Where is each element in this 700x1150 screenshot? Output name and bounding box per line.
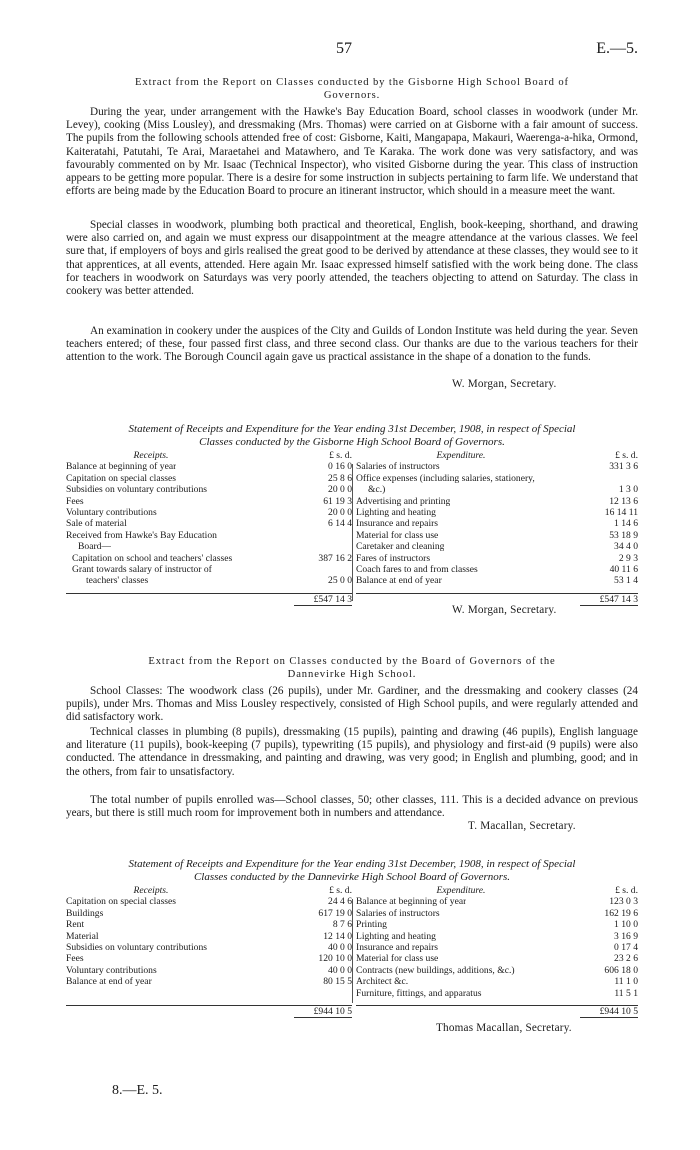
statement2-title: [66, 858, 638, 884]
receipt-row: Balance at end of year 80 15 5: [66, 976, 352, 988]
expenditure-row: Insurance and repairs 1 14 6: [356, 518, 638, 530]
receipt-row: Fees 61 19 3: [66, 495, 352, 507]
currency-heading: £ s. d.: [329, 885, 352, 896]
expenditure-row: Office expenses (including salaries, stationery,: [356, 472, 535, 484]
receipt-row: Material 12 14 0: [66, 930, 352, 942]
section1-paragraph-1: During the year, under arrangement with the Hawke's Bay Education Board, school classes in woodwork (under Mr. Levey), cooking (Miss Lousley), and dressmaking (Mrs. Thomas) were carried on at Gisborne with a fair amount of success. The pupils from the following schools attended free of cost: Gisborne, Kaiti, Mangapapa, Makauri, Waerenga-a-hika, Ormond, Kaiteratahi, Patutahi, Te Arai, Maraetahei and Matawhero, and Te Karaka. The work done was very satisfactory, and was favourably commented on by Mr. Isaac (Technical Inspector), who visited Gisborne during the year. This class of instruction appears to be getting more popular. There is a desire for some instruction in subjects pertaining to farm life. We understand that efforts are being made by the Education Board to procure an itinerant instructor, which should in a measure meet the want.: [66, 106, 638, 198]
receipt-row: Balance at beginning of year 0 16 0: [66, 461, 352, 473]
statement2-receipts: [66, 885, 352, 1017]
section1-signature: W. Morgan, Secretary.: [452, 378, 557, 390]
receipt-row: Voluntary contributions 40 0 0: [66, 964, 352, 976]
statement2-expenditure: [356, 885, 638, 1017]
currency-heading: £ s. d.: [615, 450, 638, 461]
statement1-receipts-total: £547 14 3: [294, 594, 352, 606]
receipt-row: Capitation on special classes 24 4 6: [66, 896, 352, 908]
receipt-row: Buildings 617 19 0: [66, 907, 352, 919]
expenditure-row: Advertising and printing 12 13 6: [356, 495, 638, 507]
receipt-row: Subsidies on voluntary contributions 40 0 0: [66, 941, 352, 953]
statement1-expenditure: [356, 450, 638, 605]
statement1-title-line1: Statement of Receipts and Expenditure for the Year ending 31st December, 1908, in respect of Special: [128, 423, 576, 435]
receipts-heading: Receipts.: [133, 450, 169, 461]
statement2-receipts-header: [66, 885, 352, 896]
expenditure-row: Insurance and repairs 0 17 4: [356, 941, 638, 953]
statement2-signature: Thomas Macallan, Secretary.: [436, 1022, 572, 1034]
expenditure-row: Furniture, fittings, and apparatus 11 5 1: [356, 987, 638, 999]
section2-signature: T. Macallan, Secretary.: [468, 820, 576, 832]
receipt-row: Capitation on school and teachers' classes 387 16 2: [72, 552, 352, 564]
page-header: [0, 40, 700, 60]
section2-paragraph-1: School Classes: The woodwork class (26 pupils), under Mr. Gardiner, and the dressmaking and cookery classes (24 pupils), under Mrs. Thomas and Miss Lousley respectively, consisted of High School pupils, and were regularly attended and did satisfactory work.: [66, 685, 638, 724]
section1-paragraph-3: An examination in cookery under the auspices of the City and Guilds of London Institute was held during the year. Seven teachers entered; of these, four passed first class, and three second class. Our thanks are due to the various teachers for their attention to the work. The Borough Council again gave us practical assistance in the shape of a donation to the funds.: [66, 325, 638, 364]
expenditure-row: Architect &c. 11 1 0: [356, 976, 638, 988]
statement1-signature: W. Morgan, Secretary.: [452, 604, 557, 616]
expenditure-row: Balance at end of year 53 1 4: [356, 575, 638, 587]
statement2-title-line2: Classes conducted by the Dannevirke High School Board of Governors.: [193, 871, 511, 883]
statement1-title: [66, 423, 638, 449]
spacer-row: [66, 988, 352, 999]
section2-title: [66, 655, 638, 681]
receipt-row: Sale of material 6 14 4: [66, 518, 352, 530]
statement2-title-line1: Statement of Receipts and Expenditure for the Year ending 31st December, 1908, in respect of Special: [128, 858, 576, 870]
expenditure-row: Salaries of instructors 162 19 6: [356, 907, 638, 919]
section2-title-line1: Extract from the Report on Classes conducted by the Board of Governors of the: [148, 656, 556, 667]
receipts-heading: Receipts.: [133, 885, 169, 896]
expenditure-heading: Expenditure.: [436, 450, 486, 461]
expenditure-row: Material for class use 53 18 9: [356, 529, 638, 541]
statement1-receipts-header: [66, 450, 352, 461]
receipt-row: Received from Hawke's Bay Education: [66, 529, 217, 541]
expenditure-row: Fares of instructors 2 9 3: [356, 552, 638, 564]
section2-paragraph-2: Technical classes in plumbing (8 pupils), dressmaking (15 pupils), painting and drawing (46 pupils), English language and literature (11 pupils), book-keeping (7 pupils), typewriting (15 pupils), and physiology and first-aid (9 pupils) were also conducted. The attendance in dressmaking, and painting and drawing, was very good; in English and plumbing, good; and in the others, from fair to unsatisfactory.: [66, 726, 638, 778]
section2-title-line2: Dannevirke High School.: [287, 669, 417, 680]
receipt-row: Grant towards salary of instructor of: [72, 563, 212, 575]
expenditure-row: Printing 1 10 0: [356, 919, 638, 931]
statement1-column-divider: [352, 464, 353, 601]
expenditure-row: Contracts (new buildings, additions, &c.) 606 18 0: [356, 964, 638, 976]
expenditure-row: Lighting and heating 3 16 9: [356, 930, 638, 942]
statement2-expenditure-total-row: [356, 1005, 638, 1017]
expenditure-row: Salaries of instructors 331 3 6: [356, 461, 638, 473]
section1-paragraph-2: Special classes in woodwork, plumbing both practical and theoretical, English, book-keeping, shorthand, and drawing were also carried on, and again we must express our disappointment at the meagre attendance at the various classes. We feel sure that, if employers of boys and girls realised the great good to be derived by attendance at these classes, they would see to it that apprentices, at all events, attended. Here again Mr. Isaac expressed himself satisfied with the work being done. The class for teachers in woodwork on Saturdays was very poorly attended, the teachers objecting to attend on Saturday. The class in cookery was better attended.: [66, 219, 638, 298]
signature-mark: 8.—E. 5.: [112, 1083, 163, 1098]
statement2-receipts-total-row: [66, 1005, 352, 1017]
receipt-row: Fees 120 10 0: [66, 953, 352, 965]
receipt-row: Capitation on special classes 25 8 6: [66, 472, 352, 484]
receipt-row: Voluntary contributions 20 0 0: [66, 506, 352, 518]
expenditure-row: &c.) 1 3 0: [368, 484, 638, 496]
statement1-receipts-total-row: [66, 593, 352, 605]
expenditure-heading: Expenditure.: [436, 885, 486, 896]
receipt-row: Subsidies on voluntary contributions 20 0 0: [66, 484, 352, 496]
statement1-table: [66, 450, 638, 610]
statement2-expenditure-header: [356, 885, 638, 896]
page-number: 57: [336, 40, 352, 57]
statement1-title-line2: Classes conducted by the Gisborne High School Board of Governors.: [199, 436, 505, 448]
section1-title: [66, 76, 638, 102]
statement2-expenditure-total: £944 10 5: [580, 1006, 638, 1018]
statement1-expenditure-total: £547 14 3: [580, 594, 638, 606]
statement2-receipts-total: £944 10 5: [294, 1006, 352, 1018]
receipt-row: teachers' classes 25 0 0: [86, 575, 352, 587]
page-reference: E.—5.: [596, 40, 638, 57]
expenditure-row: Material for class use 23 2 6: [356, 953, 638, 965]
expenditure-row: Lighting and heating 16 14 11: [356, 506, 638, 518]
section1-title-line1: Extract from the Report on Classes conducted by the Gisborne High School Board of: [135, 77, 569, 88]
expenditure-row: Coach fares to and from classes 40 11 6: [356, 563, 638, 575]
section1-title-line2: Governors.: [323, 90, 381, 101]
statement2-column-divider: [352, 899, 353, 1003]
currency-heading: £ s. d.: [615, 885, 638, 896]
statement1-receipts: [66, 450, 352, 605]
section2-paragraph-3: The total number of pupils enrolled was—School classes, 50; other classes, 111. This is a decided advance on previous years, but there is still much room for improvement both in numbers and attendance.: [66, 794, 638, 820]
expenditure-row: Caretaker and cleaning 34 4 0: [356, 541, 638, 553]
statement2-table: [66, 885, 638, 1030]
receipt-row: Board—: [78, 541, 112, 553]
expenditure-row: Balance at beginning of year 123 0 3: [356, 896, 638, 908]
statement1-expenditure-header: [356, 450, 638, 461]
receipt-row: Rent 8 7 6: [66, 919, 352, 931]
currency-heading: £ s. d.: [329, 450, 352, 461]
